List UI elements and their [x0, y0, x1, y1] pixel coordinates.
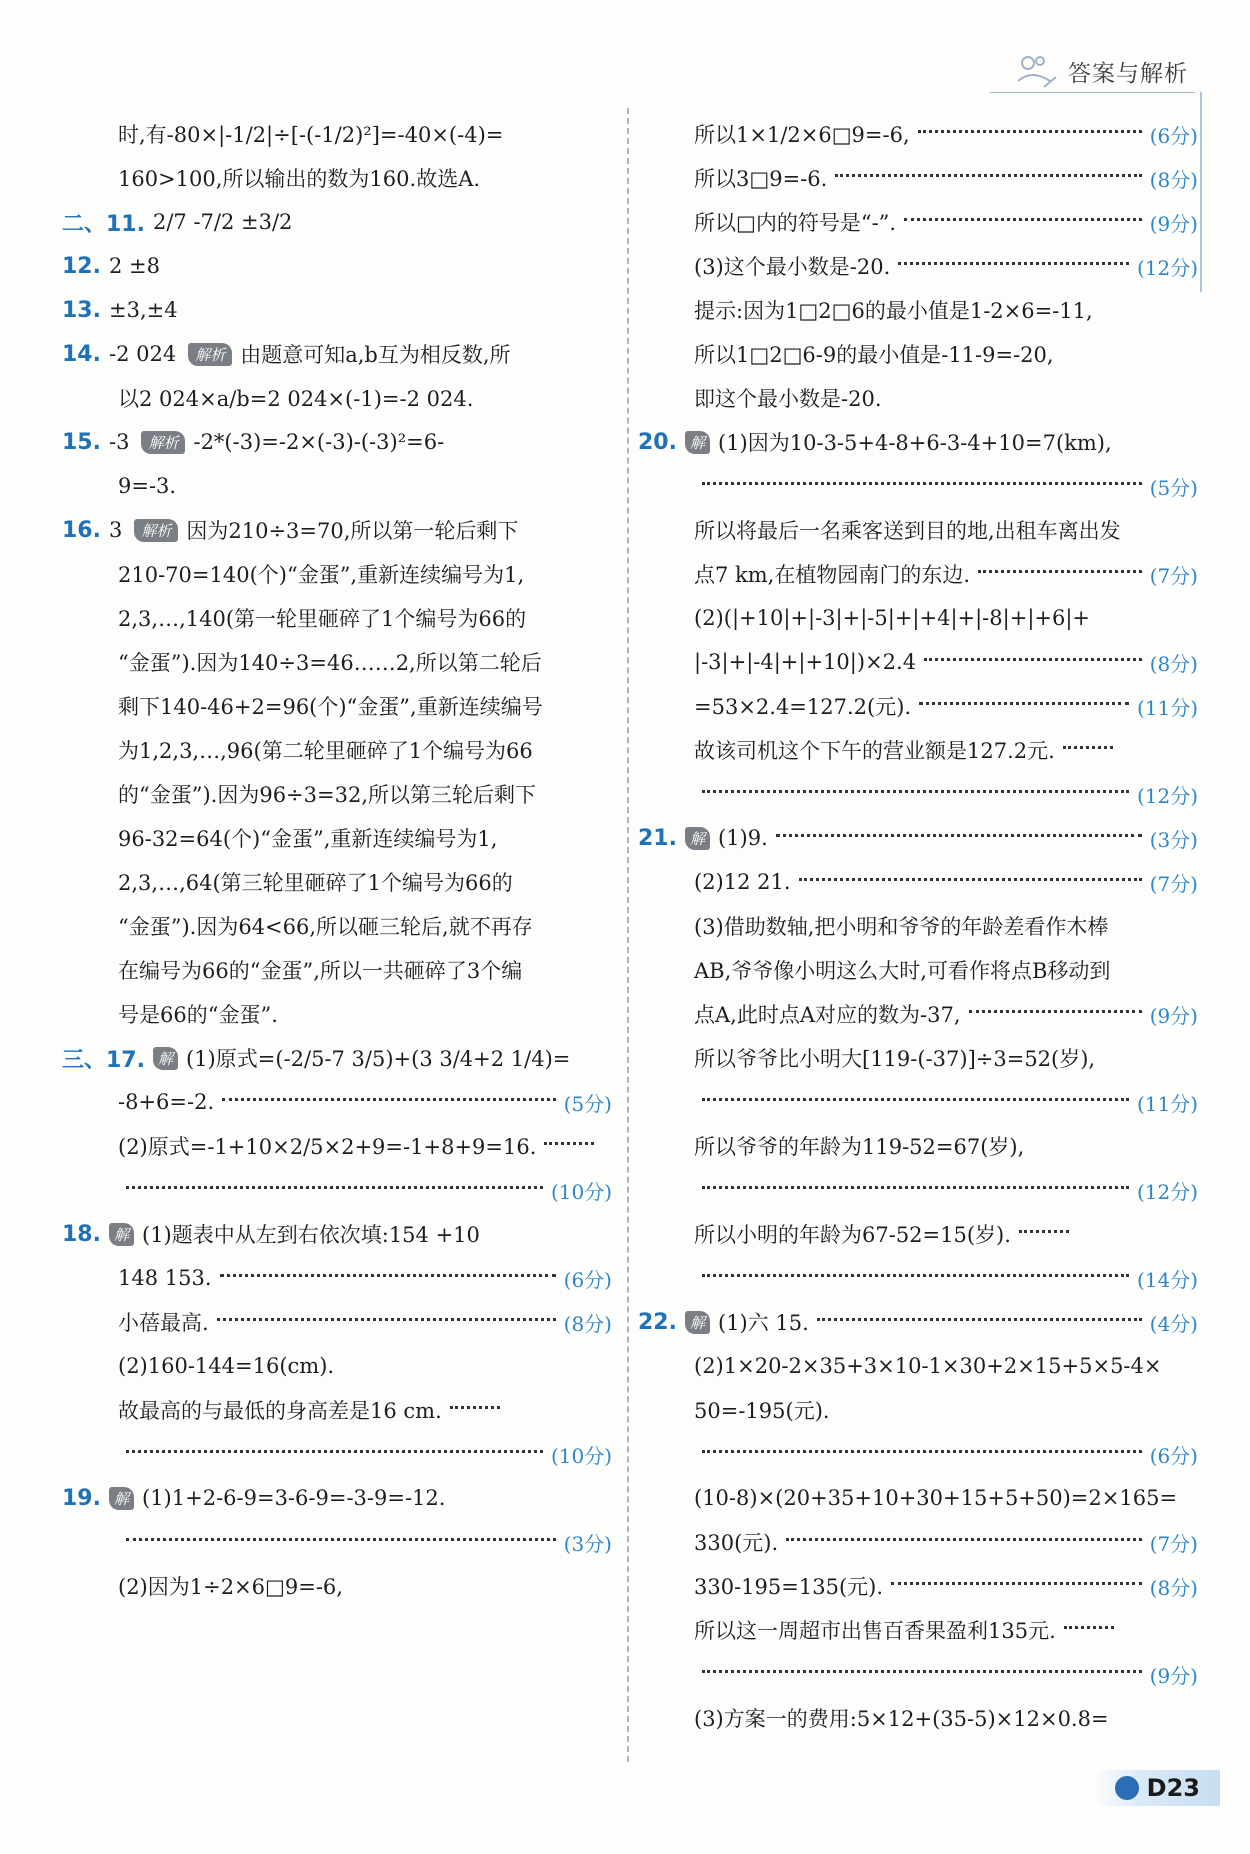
line-text: |-3|+|-4|+|+10|)×2.4 [694, 650, 917, 674]
line-text: 小蓓最高. [118, 1311, 209, 1335]
line-text: 所以将最后一名乘客送到目的地,出租车离出发 [694, 519, 1121, 543]
answer-line [62, 508, 612, 552]
line-text: 在编号为66的“金蛋”,所以一共砸碎了3个编 [118, 959, 523, 983]
answer-line [638, 156, 1198, 200]
line-text: 故该司机这个下午的营业额是127.2元. [694, 739, 1055, 763]
leader-dots [786, 1538, 1142, 1541]
answer-line [638, 332, 1198, 376]
answer-line [638, 1124, 1198, 1168]
line-text: (2)因为1÷2×6□9=-6, [118, 1575, 343, 1599]
answer-line [638, 1036, 1198, 1080]
line-text: 2/7 -7/2 ±3/2 [152, 210, 293, 234]
answer-line [62, 816, 612, 860]
line-text: 330(元). [694, 1531, 779, 1555]
answer-line [638, 860, 1198, 904]
page-number: D23 [1146, 1774, 1200, 1802]
answer-line [62, 1168, 612, 1212]
line-text: (2)1×20-2×35+3×10-1×30+2×15+5×5-4× [694, 1354, 1162, 1378]
score-mark: (11分) [1136, 695, 1198, 720]
line-text: (1)六 15. [718, 1311, 809, 1335]
score-mark: (12分) [1136, 255, 1198, 280]
answer-line [62, 1080, 612, 1124]
question-number: 19. [62, 1485, 101, 1511]
leader-dots [217, 1318, 556, 1321]
line-text: 2,3,…,140(第一轮里砸碎了1个编号为66的 [118, 607, 527, 631]
answer-line [638, 1388, 1198, 1432]
answer-line [62, 1212, 612, 1256]
answer-line [638, 1652, 1198, 1696]
side-rule [1200, 92, 1202, 292]
page-number-badge [1090, 1770, 1220, 1806]
leader-dots [544, 1142, 594, 1145]
answer-line [638, 420, 1198, 464]
answer-line [638, 1608, 1198, 1652]
line-text: 点A,此时点A对应的数为-37, [694, 1003, 961, 1027]
answer-line [638, 684, 1198, 728]
score-mark: (5分) [563, 1091, 612, 1116]
answer-line [62, 772, 612, 816]
line-text: (1)9. [718, 826, 768, 850]
answer-line [62, 200, 612, 244]
line-text: 所以小明的年龄为67-52=15(岁). [694, 1223, 1011, 1247]
score-mark: (6分) [1149, 1443, 1198, 1468]
answer-line [638, 948, 1198, 992]
question-number: 13. [62, 297, 101, 323]
score-mark: (8分) [1149, 167, 1198, 192]
answer-line [62, 992, 612, 1036]
question-number: 20. [638, 429, 677, 455]
answer-line [638, 816, 1198, 860]
solution-tag: 解 [153, 1047, 178, 1070]
answer-line [638, 904, 1198, 948]
answer-line [62, 112, 612, 156]
score-mark: (10分) [550, 1443, 612, 1468]
answer-line [638, 244, 1198, 288]
line-text: ±3,±4 [108, 298, 178, 322]
line-text: 所以爷爷的年龄为119-52=67(岁), [694, 1135, 1025, 1159]
leader-dots [702, 1670, 1142, 1673]
leader-dots [891, 1582, 1142, 1585]
leader-dots [702, 1274, 1129, 1277]
answer-line [62, 728, 612, 772]
leader-dots [918, 130, 1142, 133]
line-text: (2)原式=-1+10×2/5×2+9=-1+8+9=16. [118, 1135, 537, 1159]
line-text: (1)1+2-6-9=3-6-9=-3-9=-12. [142, 1486, 446, 1510]
leader-dots [919, 702, 1129, 705]
answer-line [62, 684, 612, 728]
analysis-tag: 解析 [188, 343, 232, 366]
line-text: (2)(|+10|+|-3|+|-5|+|+4|+|-8|+|+6|+ [694, 606, 1091, 630]
score-mark: (7分) [1149, 871, 1198, 896]
answer-line [62, 244, 612, 288]
leader-dots [969, 1010, 1142, 1013]
answer-line [62, 1344, 612, 1388]
line-text: 50=-195(元). [694, 1399, 830, 1423]
score-mark: (4分) [1149, 1311, 1198, 1336]
line-text: “金蛋”).因为140÷3=46……2,所以第二轮后 [118, 651, 542, 675]
answer-line [62, 596, 612, 640]
question-number: 12. [62, 253, 101, 279]
answer-line [638, 640, 1198, 684]
score-mark: (14分) [1136, 1267, 1198, 1292]
leader-dots [799, 878, 1142, 881]
answer-line [638, 1212, 1198, 1256]
page-header [1014, 50, 1188, 92]
solution-tag: 解 [685, 827, 710, 850]
score-mark: (10分) [550, 1179, 612, 1204]
leader-dots [1064, 1626, 1114, 1629]
line-text: 所以□内的符号是“-”. [694, 211, 897, 235]
question-number: 15. [62, 429, 101, 455]
score-mark: (6分) [563, 1267, 612, 1292]
solution-tag: 解 [685, 431, 710, 454]
answer-line [62, 156, 612, 200]
answer-line [638, 1168, 1198, 1212]
leader-dots [220, 1274, 556, 1277]
question-number: 18. [62, 1221, 101, 1247]
answer-line [638, 464, 1198, 508]
line-text: 148 153. [118, 1266, 212, 1290]
line-text: =53×2.4=127.2(元). [694, 695, 912, 719]
leader-dots [126, 1538, 556, 1541]
answer-line [638, 376, 1198, 420]
answer-line [638, 1344, 1198, 1388]
question-number: 14. [62, 341, 101, 367]
score-mark: (3分) [1149, 827, 1198, 852]
badge-dot-icon [1115, 1776, 1139, 1800]
answer-line [62, 1256, 612, 1300]
right-column [638, 112, 1198, 1740]
solution-tag: 解 [109, 1223, 134, 1246]
score-mark: (3分) [563, 1531, 612, 1556]
answer-line [638, 1256, 1198, 1300]
leader-dots [702, 1098, 1129, 1101]
line-text: 所以这一周超市出售百香果盈利135元. [694, 1619, 1056, 1643]
score-mark: (11分) [1136, 1091, 1198, 1116]
answer-line [638, 992, 1198, 1036]
score-mark: (5分) [1149, 475, 1198, 500]
answer-line [638, 112, 1198, 156]
answer-line [62, 332, 612, 376]
line-text: 3 [108, 518, 123, 542]
answer-line [638, 596, 1198, 640]
question-number: 三、17. [62, 1047, 145, 1073]
leader-dots [702, 1450, 1142, 1453]
line-text: 210-70=140(个)“金蛋”,重新连续编号为1, [118, 563, 525, 587]
answer-line [62, 1476, 612, 1520]
answer-line [638, 1696, 1198, 1740]
leader-dots [126, 1186, 543, 1189]
answer-line [62, 904, 612, 948]
leader-dots [978, 570, 1142, 573]
line-text: 9=-3. [118, 474, 177, 498]
answer-line [638, 1432, 1198, 1476]
line-text: 96-32=64(个)“金蛋”,重新连续编号为1, [118, 827, 498, 851]
score-mark: (9分) [1149, 211, 1198, 236]
answer-line [62, 464, 612, 508]
line-text: 剩下140-46+2=96(个)“金蛋”,重新连续编号 [118, 695, 543, 719]
score-mark: (8分) [1149, 651, 1198, 676]
line-text: (3)这个最小数是-20. [694, 255, 891, 279]
score-mark: (6分) [1149, 123, 1198, 148]
line-text: -2 024 [108, 342, 177, 366]
analysis-tag: 解析 [134, 519, 178, 542]
line-text: 以2 024×a/b=2 024×(-1)=-2 024. [118, 387, 474, 411]
header-rule [990, 92, 1195, 93]
line-text: (2)160-144=16(cm). [118, 1354, 335, 1378]
line-text: 所以3□9=-6. [694, 167, 828, 191]
answer-line [638, 1564, 1198, 1608]
line-text: 号是66的“金蛋”. [118, 1003, 278, 1027]
answer-line [638, 1080, 1198, 1124]
leader-dots [222, 1098, 556, 1101]
line-text: 即这个最小数是-20. [694, 387, 882, 411]
leader-dots [898, 262, 1129, 265]
answer-line [62, 288, 612, 332]
leader-dots [776, 834, 1142, 837]
answer-line [638, 728, 1198, 772]
header-title: 答案与解析 [1068, 60, 1188, 87]
leader-dots [450, 1406, 500, 1409]
mascot-icon [1014, 51, 1058, 91]
score-mark: (7分) [1149, 1531, 1198, 1556]
answer-line [62, 640, 612, 684]
score-mark: (8分) [1149, 1575, 1198, 1600]
score-mark: (7分) [1149, 563, 1198, 588]
answer-line [62, 1432, 612, 1476]
solution-tag: 解 [685, 1311, 710, 1334]
leader-dots [835, 174, 1141, 177]
answer-line [638, 288, 1198, 332]
answer-line [62, 1564, 612, 1608]
question-number: 21. [638, 825, 677, 851]
score-mark: (8分) [563, 1311, 612, 1336]
line-text: -3 [108, 430, 130, 454]
line-text: 因为210÷3=70,所以第一轮后剩下 [186, 519, 519, 543]
answer-line [638, 772, 1198, 816]
answer-line [62, 420, 612, 464]
answer-line [638, 508, 1198, 552]
answer-line [62, 552, 612, 596]
line-text: (1)原式=(-2/5-7 3/5)+(3 3/4+2 1/4)= [186, 1047, 571, 1071]
line-text: 时,有-80×|-1/2|÷[-(-1/2)²]=-40×(-4)= [118, 123, 504, 147]
line-text: 所以1□2□6-9的最小值是-11-9=-20, [694, 343, 1054, 367]
question-number: 22. [638, 1309, 677, 1335]
analysis-tag: 解析 [141, 431, 185, 454]
leader-dots [817, 1318, 1142, 1321]
left-column [62, 112, 612, 1608]
leader-dots [904, 218, 1142, 221]
answer-line [638, 1300, 1198, 1344]
answer-line [62, 860, 612, 904]
score-mark: (9分) [1149, 1003, 1198, 1028]
score-mark: (9分) [1149, 1663, 1198, 1688]
line-text: 2 ±8 [108, 254, 160, 278]
line-text: 为1,2,3,…,96(第二轮里砸碎了1个编号为66 [118, 739, 533, 763]
leader-dots [126, 1450, 543, 1453]
question-number: 16. [62, 517, 101, 543]
line-text: AB,爷爷像小明这么大时,可看作将点B移动到 [694, 959, 1111, 983]
line-text: 所以1×1/2×6□9=-6, [694, 123, 910, 147]
line-text: 故最高的与最低的身高差是16 cm. [118, 1399, 442, 1423]
answer-line [638, 1520, 1198, 1564]
answer-line [62, 1520, 612, 1564]
line-text: 由题意可知a,b互为相反数,所 [240, 343, 511, 367]
answer-line [638, 1476, 1198, 1520]
leader-dots [702, 1186, 1129, 1189]
line-text: -8+6=-2. [118, 1090, 215, 1114]
line-text: -2*(-3)=-2×(-3)-(-3)²=6- [193, 430, 445, 454]
line-text: (10-8)×(20+35+10+30+15+5+50)=2×165= [694, 1486, 1178, 1510]
answer-line [62, 1124, 612, 1168]
line-text: 的“金蛋”).因为96÷3=32,所以第三轮后剩下 [118, 783, 537, 807]
leader-dots [1019, 1230, 1069, 1233]
question-number: 二、11. [62, 211, 145, 237]
line-text: 点7 km,在植物园南门的东边. [694, 563, 971, 587]
line-text: (1)因为10-3-5+4-8+6-3-4+10=7(km), [718, 431, 1112, 455]
line-text: (3)方案一的费用:5×12+(35-5)×12×0.8= [694, 1707, 1109, 1731]
line-text: “金蛋”).因为64<66,所以砸三轮后,就不再存 [118, 915, 533, 939]
answer-line [62, 1036, 612, 1080]
column-divider [627, 108, 629, 1762]
score-mark: (12分) [1136, 1179, 1198, 1204]
answer-line [62, 1388, 612, 1432]
line-text: (3)借助数轴,把小明和爷爷的年龄差看作木棒 [694, 915, 1109, 939]
line-text: 2,3,…,64(第三轮里砸碎了1个编号为66的 [118, 871, 513, 895]
leader-dots [702, 482, 1142, 485]
leader-dots [1063, 746, 1113, 749]
line-text: (1)题表中从左到右依次填:154 +10 [142, 1223, 480, 1247]
leader-dots [702, 790, 1129, 793]
answer-line [62, 948, 612, 992]
answer-line [638, 200, 1198, 244]
answer-line [638, 552, 1198, 596]
line-text: (2)12 21. [694, 870, 791, 894]
line-text: 330-195=135(元). [694, 1575, 883, 1599]
line-text: 所以爷爷比小明大[119-(-37)]÷3=52(岁), [694, 1047, 1096, 1071]
line-text: 提示:因为1□2□6的最小值是1-2×6=-11, [694, 299, 1093, 323]
leader-dots [924, 658, 1142, 661]
answer-line [62, 1300, 612, 1344]
answer-line [62, 376, 612, 420]
solution-tag: 解 [109, 1487, 134, 1510]
line-text: 160>100,所以输出的数为160.故选A. [118, 167, 481, 191]
score-mark: (12分) [1136, 783, 1198, 808]
